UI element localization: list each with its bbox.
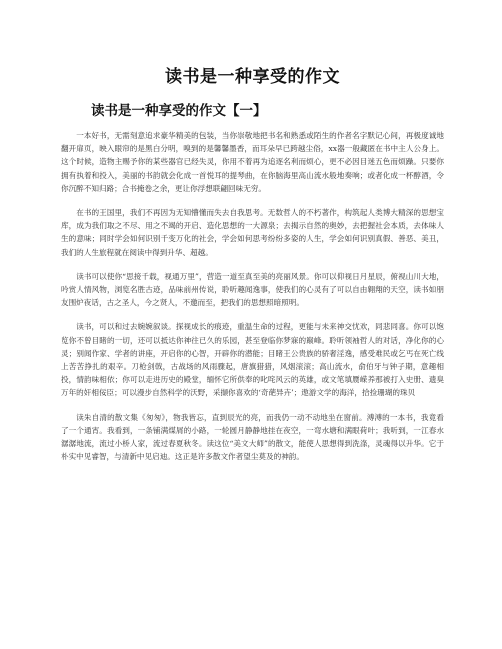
paragraph-4: 读书，可以和过去婉婉叙谈。探视成长的痕迹，重温生命的过程，更能与未来神交忧欢，同悲同喜。你可以饱览你不曾目睹的一切，还可以抵达你神往已久的乐园，甚至登临你梦寐的巅峰。聆听领袖哲人的对话，净化你的心灵；别闻作家、学者的讲座，开启你的心智，开辟你的潜能；目睹王公贵族的骄奢淫逸，感受难民或乞丐在死亡线上苦苦挣扎的艰辛。刀枪剑戟，古战场的风雨骤起，唐旗猎猎，风烟滚滚；高山流水，俞伯牙与钟子期，意趣相投，情韵味相依；你可以走进历史的殿堂，缅怀它所供奉的叱咤风云的英雄，或文笔填赝嵘养那被打入史册、遗臭万年的奸相佞臣；可以漫步自然科学的沃野，采撷你喜欢的‘奇葩异卉’；遨游文学的海洋，拾捡珊瑚的珠贝: [61, 322, 444, 398]
paragraph-5: 读朱自清的散文集《匆匆》，物我皆忘，直到辰光的亮，而我仍一动不动地坐在窗前。溥溥的一本书，我竟看了一个通宵。我看到，一条铺满煤屑的小路，一轮圆月静静地挂在夜空，一弯水塘和满眼荷叶；我听到，一江春水潺潺地流，流过小桥人家，流过春夏秋冬。读这位“美文大师”的散文，能使人思想得到洗涤，灵魂得以升华。它于朴实中见睿智，与清新中见启迪。这正是许多散文作者望尘莫及的神韵。: [61, 412, 444, 462]
document-title: 读书是一种享受的作文: [165, 67, 340, 87]
paragraph-1: 一本好书，无需刻意追求豪华精美的包装，当你崇敬地把书名和熟悉或陌生的作者名字默记心间，再极度诚地翻开扉页，映入眼帘的是黑白分明，嗅到的是馨馨墨香，而耳朵早已跨越尘俗，xx器一般藏匿在书中主人公身上。这个时候，造物主赐予你的某些器官已经失灵，你用不着再为追逐名利而烦心，更不必因目迷五色而烦躁。只要你拥有执着和投入，美丽的书韵就会化成一首悦耳的提琴曲，在你脑海里高山流水般地奏响；或者化成一杯醇酒，令你沉醉不知归路；合书掩卷之余，更让你浮想联翩回味无穷。: [61, 131, 444, 193]
paragraph-3: 读书可以使你“思接千载，视通万里”，营造一道至真至美的亮丽风景。你可以仰视日月星辰，俯视山川大地，吟赏人情风物，浏览名胜古迹，品味前州传说，聆听趣闻逸事，使我们的心灵有了可以自由翱翔的天空，读书如朋友围炉夜话，古之圣人，今之贤人，不邀而至，把我们的思想照暗照明。: [61, 271, 444, 308]
section-heading: 读书是一种享受的作文【一】: [91, 103, 267, 119]
paragraph-2: 在书的王国里，我们不再因为无知懵懂而失去自我思考。无数哲人的不朽著作，构筑起人类博大精深的思想宝库，成为我们取之不尽、用之不竭的开启、造化思想的一大源泉；去揭示自然的奥妙，去把握社会本质，去体味人生的意味；同时学会如何识别千变万化的社会，学会如何思考纷纷多姿的人生，学会如何识别真假、善恶、美丑，我们的人生旅程就在阅读中得到升华、超越。: [61, 208, 444, 257]
